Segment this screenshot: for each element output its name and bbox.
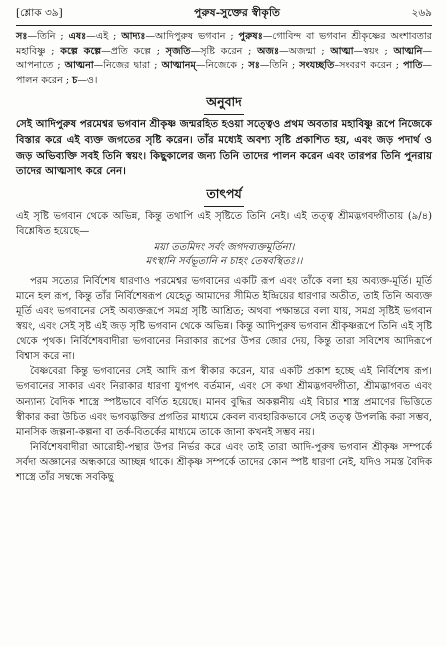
purport-paragraph: বৈষ্ণবেরা কিন্তু ভগবানের সেই আদি রূপ স্বীকার করেন, যার একটি প্রকাশ হচ্ছে এই নির্বিশেষ রূপ। ভগবানের সাকার এবং নিরাকার ধারণা যুগপৎ বর্তমান, এবং সে কথা শ্রীমদ্ভগবদ্গীতা, শ্রীমদ্ভাগবত এবং অন্যান্য বৈদিক শাস্ত্রে স্পষ্টভাবে বর্ণিত হয়েছে। মানব বুদ্ধির অকল্পনীয় এই বিচার শাস্ত্র প্রমাণের ভিত্তিতে স্বীকার করা উচিত এবং ভগবদ্ভক্তির প্রগতির মাধ্যমে কেবল ব্যবহারিকভাবে সেই তত্ত্ব উপলব্ধি করা সম্ভব, মানসিক জল্পনা-কল্পনা বা তর্ক-বিতর্কের মাধ্যমে তাকে জানা কখনই সম্ভব নয়।	[16, 366, 432, 438]
translation-heading: অনুবাদ	[16, 94, 432, 115]
gita-verse-quote	[16, 241, 432, 270]
translation-text: সেই আদিপুরুষ পরমেশ্বর ভগবান শ্রীকৃষ্ণ জন্মরহিত হওয়া সত্ত্বেও প্রথম অবতার মহাবিষ্ণু রূপে নিজেকে বিস্তার করে এই ব্যক্ত জগতের সৃষ্টি করেন। তাঁর মধ্যেই অবশ্য সৃষ্টি প্রকাশিত হয়, এবং জড় পদার্থ ও জড় অভিব্যক্তি সবই তিনি স্বয়ং। কিছুকালের জন্য তিনি তাদের পালন করেন এবং তারপর তিনি পুনরায় তাদের আত্মসাৎ করে নেন।	[16, 118, 432, 178]
header-rule	[16, 25, 432, 26]
purport-intro: এই সৃষ্টি ভগবান থেকে অভিন্ন, কিন্তু তথাপি এই সৃষ্টিতে তিনি নেই। এই তত্ত্ব শ্রীমদ্ভগবদ্গীতায় (৯/৪) বিশ্লেষিত হয়েছে—	[16, 210, 432, 237]
purport-heading: তাৎপর্য	[16, 186, 432, 207]
word-for-word-synonyms: সঃ—তিনি ; এষঃ—এই ; আদ্যঃ—আদিপুরুষ ভগবান ; পুরুষঃ—গোবিন্দ বা ভগবান শ্রীকৃষ্ণের অংশাবতার মহাবিষ্ণু ; কল্পে কল্পে—প্রতি কল্পে ; সৃজতি—সৃষ্টি করেন ; অজঃ—অজন্মা ; আত্মা—স্বয়ং ; আত্মনি—আপনাতে ; আত্মনা—নিজের দ্বারা ; আত্মানম্—নিজেকে ; সঃ—তিনি ; সংযচ্ছতি–সংবরণ করেন ; পাতি—পালন করেন ; চ—ও।	[16, 31, 433, 86]
page-number: ২৬৯	[411, 7, 432, 19]
verse-reference: [শ্লোক ৩৯]	[16, 7, 63, 19]
purport-paragraph: নির্বিশেষবাদীরা আরোহী-পন্থার উপর নির্ভর করে এবং তাই তারা আদি-পুরুষ ভগবান শ্রীকৃষ্ণ সম্পর্কে সর্বদা অজ্ঞানের অন্ধকারে আচ্ছন্ন থাকে। শ্রীকৃষ্ণ সম্পর্কে তাদের কোন স্পষ্ট ধারণা নেই, যদিও সমস্ত বৈদিক শাস্ত্রে তাঁর সম্বন্ধে সবকিছু	[16, 441, 432, 483]
verse-line: মৎস্থানি সর্বভূতানি ন চাহং তেষবস্থিতঃ।।	[145, 256, 303, 268]
page-header	[16, 6, 432, 24]
purport-paragraph: পরম সত্যের নির্বিশেষ ধারণাও পরমেশ্বর ভগবানের একটি রূপ এবং তাঁকে বলা হয় অব্যক্ত-মূর্তি। মূর্তি মানে হল রূপ, কিন্তু তাঁর নির্বিশেষরূপ যেহেতু আমাদের সীমিত ইন্দ্রিয়ের ধারণার অতীত, তাই তিনি অব্যক্ত মূর্তি এবং ভগবানের সেই অব্যক্তরূপে সমগ্র সৃষ্টি আশ্রিত; অথবা পক্ষান্তরে বলা যায়, সমগ্র সৃষ্টিই ভগবান স্বয়ং, এবং সেই সৃষ্ট এই জড় সৃষ্টি ভগবান থেকে অভিন্ন। কিন্তু আদিপুরুষ ভগবান শ্রীকৃষ্ণরূপে তিনি এই সৃষ্টি থেকে পৃথক। নির্বিশেষবাদীরা ভগবানের নিরাকার রূপের উপর জোর দেয়, কিন্তু তারা সবিশেষ আদিরূপে বিশ্বাস করে না।	[16, 275, 432, 363]
running-title: পুরুষ-সুক্তের স্বীকৃতি	[194, 7, 281, 19]
verse-line: ময়া ততমিদং সর্বং জগদব্যক্তমূর্তিনা।	[153, 241, 295, 253]
